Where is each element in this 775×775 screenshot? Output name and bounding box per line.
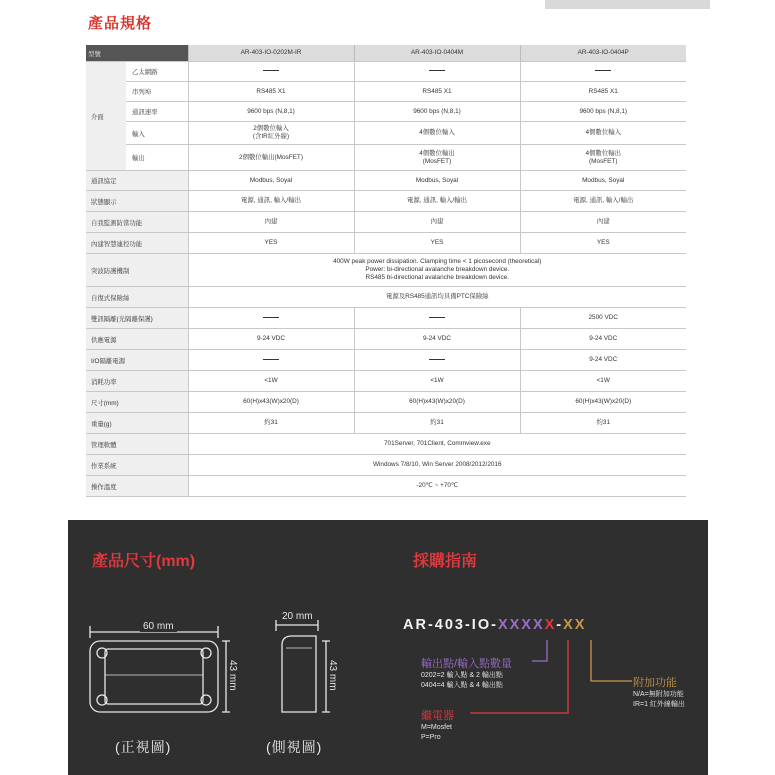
- addon-label: 附加功能: [633, 677, 677, 689]
- cell: RS485 X1: [520, 82, 686, 102]
- cell: RS485 X1: [188, 82, 354, 102]
- cell: 60(H)x43(W)x20(D): [188, 392, 354, 413]
- io-count-notes: [421, 671, 503, 691]
- side-view-caption: (側視圖): [266, 739, 323, 755]
- cell: 4個數位輸入: [354, 122, 520, 145]
- cell: <1W: [188, 371, 354, 392]
- row-label: 乙太網路: [126, 62, 188, 82]
- cell: 電源, 通訊, 輸入/輸出: [354, 191, 520, 212]
- cell: 9600 bps (N,8,1): [520, 102, 686, 122]
- cell-line: (MosFET): [422, 157, 452, 165]
- io-note: 0404=4 輸入點 & 4 輸出點: [421, 682, 503, 689]
- code-addon-part: XX: [563, 617, 587, 633]
- cell: 約31: [188, 413, 354, 434]
- spec-title: 產品規格: [88, 15, 153, 32]
- model-0202m-ir: AR-403-IO-0202M-IR: [188, 45, 354, 62]
- interface-group-label: 介面: [86, 62, 126, 171]
- row-label: 自我監測防當功能: [86, 212, 188, 233]
- cell: 電源及RS485通訊均具備PTC保險絲: [188, 287, 686, 308]
- cell: 60(H)x43(W)x20(D): [520, 392, 686, 413]
- cell: 電源, 通訊, 輸入/輸出: [520, 191, 686, 212]
- cell: <1W: [520, 371, 686, 392]
- cell: 內建: [520, 212, 686, 233]
- depth-label: 20 mm: [282, 611, 313, 622]
- addon-note: N/A=無附加功能: [633, 691, 684, 698]
- front-view-face: [105, 649, 203, 704]
- cell: YES: [188, 233, 354, 254]
- model-header: 型號: [86, 45, 188, 62]
- cell: 9-24 VDC: [188, 329, 354, 350]
- cell-line: 2個數位輸入: [253, 125, 289, 132]
- row-label: 尺寸(mm): [86, 392, 188, 413]
- row-label: 管理軟體: [86, 434, 188, 455]
- cell-line: (含IR紅外線): [252, 133, 290, 140]
- cell: Modbus, Soyal: [354, 171, 520, 191]
- cell: 約31: [520, 413, 686, 434]
- cell: RS485 X1: [354, 82, 520, 102]
- cell-line: (MosFET): [589, 157, 618, 165]
- order-guide-title: 採購指南: [413, 553, 478, 570]
- cell: 電源, 通訊, 輸入/輸出: [188, 191, 354, 212]
- cell-line: RS485 bi-directional avalanche breakdown device.: [365, 274, 510, 281]
- cell: 內建: [188, 212, 354, 233]
- relay-note: P=Pro: [421, 734, 441, 741]
- cell: 701Server, 701Client, Commview.exe: [188, 434, 686, 455]
- cell: 約31: [354, 413, 520, 434]
- cell: 4個數位輸入: [520, 122, 686, 145]
- cell: 9-24 VDC: [354, 329, 520, 350]
- io-connector: [532, 640, 547, 661]
- code-relay-part: X: [544, 617, 557, 633]
- row-label: 自復式保險絲: [86, 287, 188, 308]
- cell: 2500 VDC: [520, 308, 686, 329]
- row-label: 作業系統: [86, 455, 188, 476]
- row-label: 輸入: [126, 122, 188, 145]
- code-separator: -: [556, 617, 564, 633]
- cell-line: 4個數位輸出: [585, 149, 621, 157]
- side-height-label: 43 mm: [327, 660, 338, 691]
- relay-label: 繼電器: [421, 710, 454, 722]
- cell: YES: [520, 233, 686, 254]
- side-view-body: [282, 636, 316, 712]
- io-count-label: 輸出點/輸入點數量: [421, 658, 513, 670]
- cell: 60(H)x43(W)x20(D): [354, 392, 520, 413]
- row-label: 雙訊隔離(光隔離保護): [86, 308, 188, 329]
- height-label: 43 mm: [227, 660, 238, 691]
- cell: Modbus, Soyal: [520, 171, 686, 191]
- addon-connector: [591, 640, 632, 681]
- row-label: 通訊速率: [126, 102, 188, 122]
- relay-notes: [421, 723, 452, 743]
- cell-line: 400W peak power dissipation. Clamping time < 1 picosecond (theoretical): [333, 258, 542, 265]
- row-label: 內建智慧連控功能: [86, 233, 188, 254]
- model-0404p: AR-403-IO-0404P: [520, 45, 686, 62]
- row-label: 狀態顯示: [86, 191, 188, 212]
- code-prefix: AR-403-IO-: [403, 617, 498, 633]
- cell: Modbus, Soyal: [188, 171, 354, 191]
- width-label: 60 mm: [140, 621, 177, 632]
- order-code: [403, 617, 586, 633]
- relay-note: M=Mosfet: [421, 724, 452, 731]
- cell: <1W: [354, 371, 520, 392]
- cell: 內建: [354, 212, 520, 233]
- cell: 9-24 VDC: [520, 329, 686, 350]
- row-label: 突波防護機制: [86, 254, 188, 287]
- cell-line: Power: bi-directional avalanche breakdown device.: [365, 266, 510, 273]
- cell: 2個數位輸出(MosFET): [188, 145, 354, 171]
- cell: -20℃ ~ +70℃: [188, 476, 686, 497]
- front-view-caption: (正視圖): [115, 739, 172, 755]
- row-label: 消耗功率: [86, 371, 188, 392]
- cell: Windows 7/8/10, Win Server 2008/2012/2016: [188, 455, 686, 476]
- row-label: 通訊協定: [86, 171, 188, 191]
- code-io-part: XXXX: [497, 617, 545, 633]
- cell: 9600 bps (N,8,1): [188, 102, 354, 122]
- io-note: 0202=2 輸入點 & 2 輸出點: [421, 672, 503, 679]
- cell-line: 4個數位輸出: [419, 149, 455, 157]
- cell: 9600 bps (N,8,1): [354, 102, 520, 122]
- cell: 9-24 VDC: [520, 350, 686, 371]
- row-label: 串列埠: [126, 82, 188, 102]
- row-label: I/O隔離電源: [86, 350, 188, 371]
- row-label: 操作溫度: [86, 476, 188, 497]
- dimensions-title: 產品尺寸(mm): [92, 553, 196, 570]
- addon-note: IR=1 紅外線輸出: [633, 701, 685, 708]
- model-0404m: AR-403-IO-0404M: [354, 45, 520, 62]
- front-view-body: [90, 641, 218, 712]
- row-label: 輸出: [126, 145, 188, 171]
- addon-notes: [633, 690, 685, 710]
- row-label: 重量(g): [86, 413, 188, 434]
- cell: YES: [354, 233, 520, 254]
- row-label: 供應電源: [86, 329, 188, 350]
